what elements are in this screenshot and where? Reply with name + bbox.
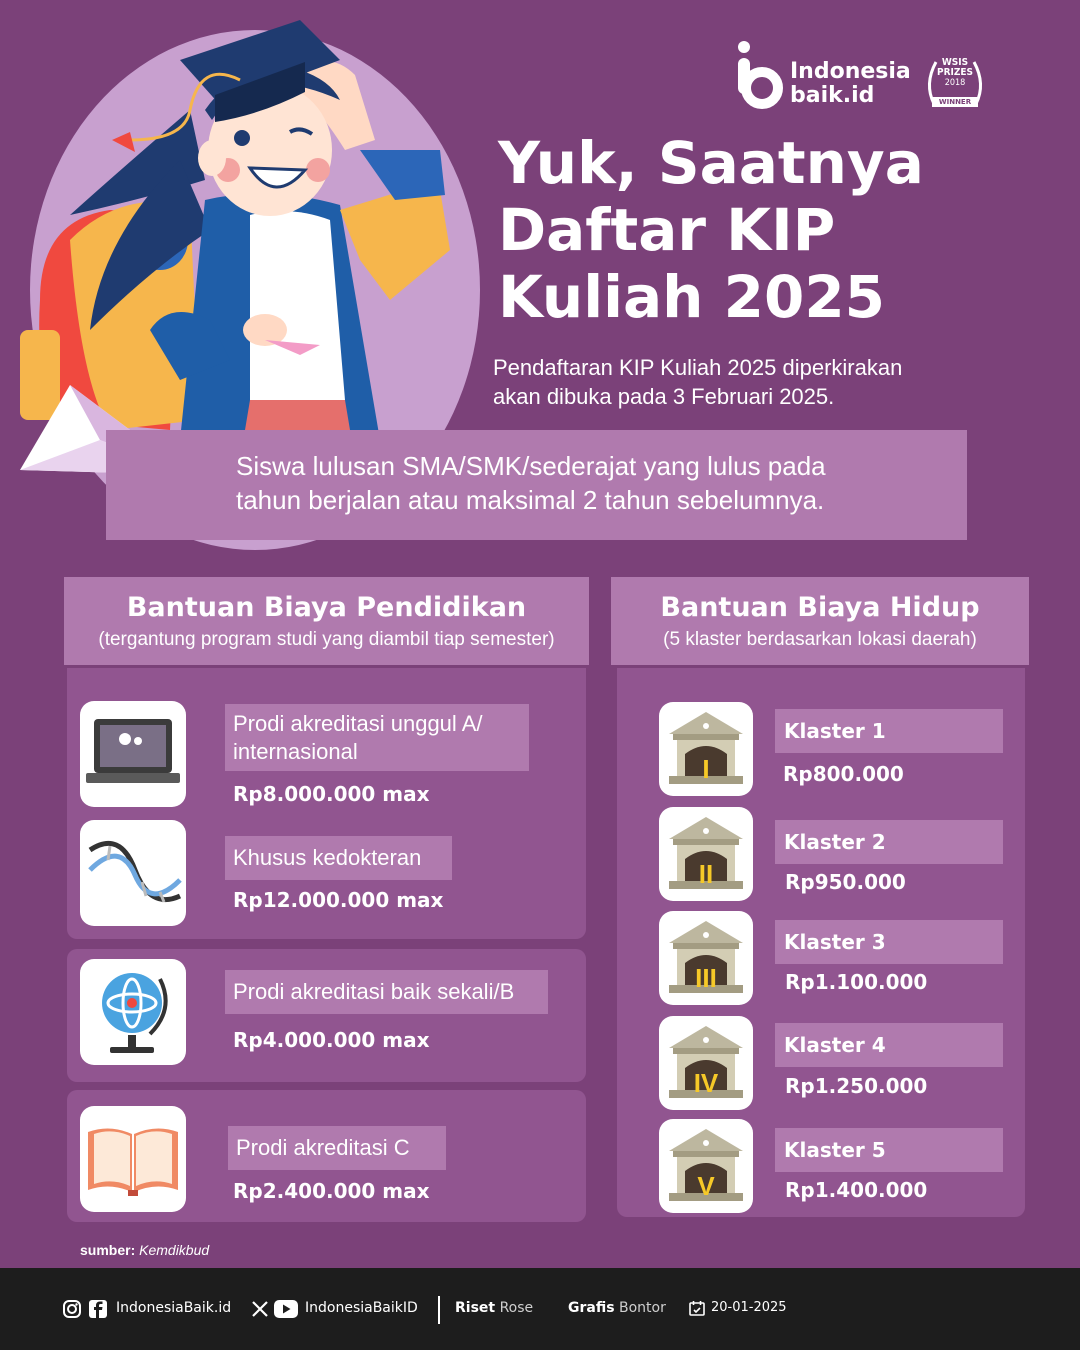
- book-icon: [80, 1106, 186, 1212]
- item-kedokteran-amount: Rp12.000.000 max: [233, 888, 444, 912]
- item-unggul-label-line-1: Prodi akreditasi unggul A/: [233, 711, 483, 736]
- dna-card: [80, 820, 186, 926]
- klaster-label: Klaster 2: [775, 820, 1003, 864]
- item-c-amount: Rp2.400.000 max: [233, 1179, 430, 1203]
- hidup-heading: Bantuan Biaya Hidup: [660, 592, 980, 623]
- item-unggul-label-line-2: internasional: [233, 739, 358, 764]
- footer-date: 20-01-2025: [711, 1300, 787, 1315]
- klaster-amount: Rp1.100.000: [785, 970, 928, 994]
- award-line-2: PRIZES: [936, 67, 973, 78]
- klaster-numeral: I: [702, 754, 710, 784]
- item-kedokteran-label: Khusus kedokteran: [225, 836, 452, 880]
- klaster-numeral: IV: [693, 1068, 719, 1098]
- klaster-label: Klaster 1: [775, 709, 1003, 753]
- hidup-header: [611, 577, 1029, 665]
- item-baik-sekali-label: Prodi akreditasi baik sekali/B: [225, 970, 548, 1014]
- footer-bar: [0, 1268, 1080, 1350]
- calendar-icon: [689, 1300, 705, 1316]
- dna-icon: [80, 820, 186, 926]
- klaster-card: [659, 1016, 753, 1110]
- item-unggul-amount: Rp8.000.000 max: [233, 782, 430, 806]
- pendidikan-heading: Bantuan Biaya Pendidikan: [126, 592, 527, 623]
- klaster-numeral: III: [695, 963, 717, 993]
- footer-grafis: [568, 1300, 666, 1316]
- award-line-3: 2018: [944, 78, 966, 88]
- footer-grafis-label: Grafis: [568, 1300, 615, 1316]
- instagram-icon[interactable]: [62, 1299, 82, 1319]
- subtitle-line-1: Pendaftaran KIP Kuliah 2025 diperkirakan: [493, 355, 903, 380]
- source-label: sumber:: [80, 1242, 136, 1258]
- klaster-label: Klaster 4: [775, 1023, 1003, 1067]
- subtitle: [493, 353, 1013, 411]
- book-card: [80, 1106, 186, 1212]
- klaster-label: Klaster 3: [775, 920, 1003, 964]
- pendidikan-header: [64, 577, 589, 665]
- subtitle-line-2: akan dibuka pada 3 Februari 2025.: [493, 384, 835, 409]
- facebook-icon[interactable]: [88, 1299, 108, 1319]
- footer-handle-1[interactable]: IndonesiaBaik.id: [116, 1300, 232, 1316]
- brand-line-2: baik.id: [790, 83, 875, 108]
- title-line-3: Kuliah 2025: [498, 263, 886, 331]
- klaster-numeral: II: [698, 859, 714, 889]
- requirement-line-2: tahun berjalan atau maksimal 2 tahun sebelumnya.: [236, 485, 825, 515]
- footer-riset-name: Rose: [499, 1300, 534, 1316]
- page-title: [498, 130, 1038, 331]
- klaster-card: [659, 911, 753, 1005]
- klaster-numeral: V: [697, 1171, 715, 1201]
- klaster-amount: Rp800.000: [783, 762, 904, 786]
- klaster-label: Klaster 5: [775, 1128, 1003, 1172]
- item-unggul-label: [225, 704, 529, 771]
- footer-riset: [455, 1300, 533, 1316]
- indonesia-baik-logo-icon: [735, 38, 785, 110]
- klaster-amount: Rp1.250.000: [785, 1074, 928, 1098]
- klaster-amount: Rp950.000: [785, 870, 906, 894]
- footer-grafis-name: Bontor: [619, 1300, 666, 1316]
- klaster-card: [659, 1119, 753, 1213]
- footer-handle-2[interactable]: IndonesiaBaikID: [305, 1300, 418, 1316]
- brand-wordmark: [790, 60, 911, 108]
- x-twitter-icon[interactable]: [250, 1299, 270, 1319]
- wsis-award-badge: [922, 52, 988, 116]
- laptop-icon: [80, 701, 186, 807]
- award-line-1: WSIS: [941, 57, 969, 68]
- pendidikan-note: (tergantung program studi yang diambil tiap semester): [98, 629, 555, 650]
- klaster-amount: Rp1.400.000: [785, 1178, 928, 1202]
- klaster-card: [659, 807, 753, 901]
- globe-card: [80, 959, 186, 1065]
- item-baik-sekali-amount: Rp4.000.000 max: [233, 1028, 430, 1052]
- klaster-card: [659, 702, 753, 796]
- footer-riset-label: Riset: [455, 1300, 496, 1316]
- title-line-2: Daftar KIP: [498, 196, 836, 264]
- brand-line-1: Indonesia: [790, 59, 911, 84]
- youtube-icon[interactable]: [274, 1300, 298, 1318]
- hidup-note: (5 klaster berdasarkan lokasi daerah): [663, 629, 977, 650]
- item-c-label: Prodi akreditasi C: [228, 1126, 446, 1170]
- award-winner: WINNER: [932, 97, 978, 107]
- source-note: [80, 1242, 209, 1258]
- footer-divider: [438, 1296, 440, 1324]
- requirement-text: [236, 449, 936, 517]
- laptop-card: [80, 701, 186, 807]
- requirement-line-1: Siswa lulusan SMA/SMK/sederajat yang lulus pada: [236, 451, 826, 481]
- globe-icon: [80, 959, 186, 1065]
- source-value: Kemdikbud: [139, 1242, 210, 1258]
- title-line-1: Yuk, Saatnya: [498, 129, 924, 197]
